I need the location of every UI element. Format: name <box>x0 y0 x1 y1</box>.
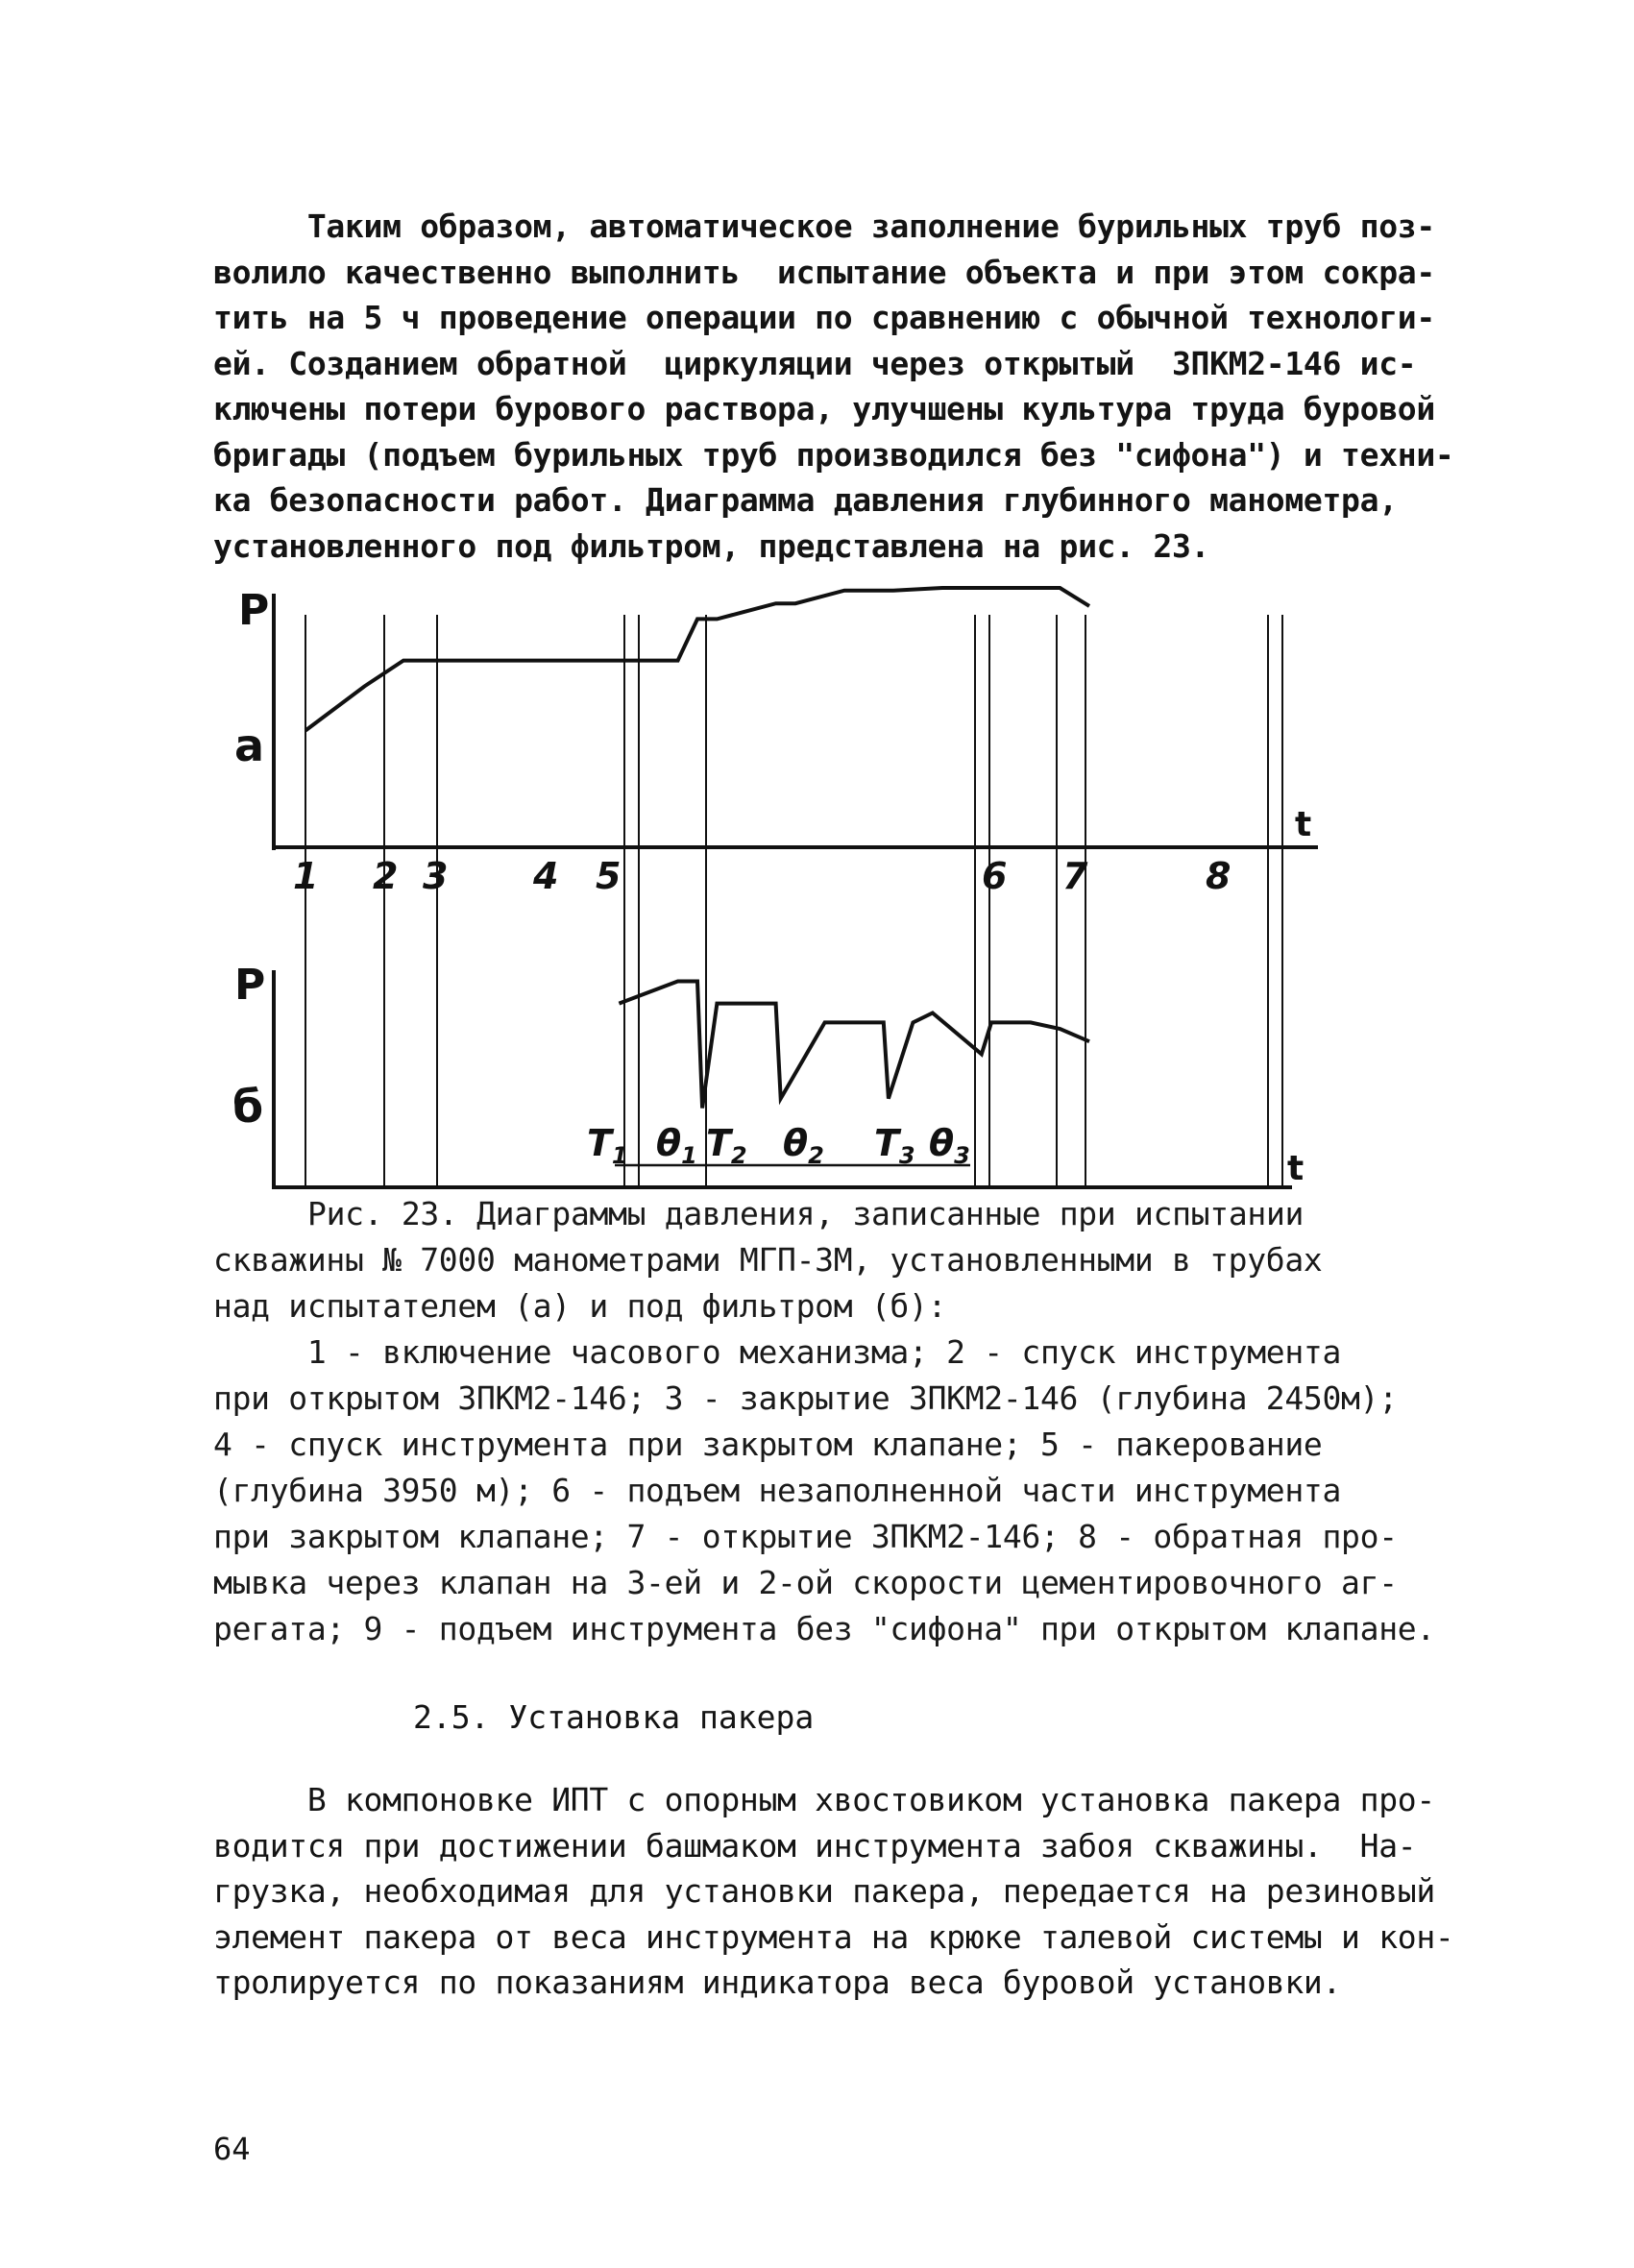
event-lines <box>305 615 1282 1187</box>
caption-line: при закрытом клапане; 7 - открытие ЗПКМ2-146; 8 - обратная про- <box>213 1518 1398 1555</box>
marker-label: 8 <box>1206 855 1232 897</box>
bottom-t-label: t <box>1287 1149 1305 1188</box>
marker-label: 1 <box>293 855 319 897</box>
text-line: Таким образом, автоматическое заполнение бурильных труб поз- <box>213 207 1435 245</box>
marker-label: 3 <box>423 855 449 897</box>
body-paragraph <box>213 1777 1453 2006</box>
text-line: грузка, необходимая для установки пакера, передается на резиновый <box>213 1872 1435 1910</box>
marker-label: 2 <box>373 855 399 897</box>
section-heading: 2.5. Установка пакера <box>413 1698 815 1736</box>
text-line: ка безопасности работ. Диаграмма давления глубинного манометра, <box>213 481 1398 519</box>
caption-line: мывка через клапан на 3-ей и 2-ой скорости цементировочного аг- <box>213 1564 1398 1601</box>
top-a-label: a <box>234 719 265 771</box>
interval-label: $\theta_1$ <box>656 1122 697 1169</box>
interval-label: $\theta_3$ <box>929 1122 970 1169</box>
text-line: волило качественно выполнить испытание объекта и при этом сокра- <box>213 253 1435 291</box>
text-line: тролируется по показаниям индикатора веса буровой установки. <box>213 1963 1342 2001</box>
bottom-p-label: P <box>234 961 266 1010</box>
figure-caption <box>213 1191 1435 1652</box>
interval-label: $\theta_2$ <box>783 1122 824 1169</box>
marker-label: 6 <box>982 855 1008 897</box>
caption-line: (глубина 3950 м); 6 - подъем незаполненной части инструмента <box>213 1472 1342 1509</box>
caption-line: 1 - включение часового механизма; 2 - спуск инструмента <box>213 1333 1342 1371</box>
text-line: элемент пакера от веса инструмента на крюке талевой системы и кон- <box>213 1917 1454 1956</box>
marker-label: 7 <box>1062 855 1088 897</box>
text-line: В компоновке ИПТ с опорным хвостовиком установка пакера про- <box>213 1781 1435 1818</box>
top-t-label: t <box>1295 805 1312 844</box>
caption-line: при открытом ЗПКМ2-146; 3 - закрытие ЗПКМ2-146 (глубина 2450м); <box>213 1379 1398 1417</box>
interval-label: $T_1$ <box>587 1122 628 1169</box>
text-line: водится при достижении башмаком инструмента забоя скважины. На- <box>213 1826 1417 1865</box>
page-number: 64 <box>213 2131 251 2167</box>
marker-label: 4 <box>533 855 559 897</box>
text-line: бригады (подъем бурильных труб производился без "сифона") и техни- <box>213 435 1454 474</box>
interval-label: $T_3$ <box>874 1122 915 1169</box>
pressure-curve-a <box>305 588 1089 731</box>
caption-line: регата; 9 - подъем инструмента без "сифона" при открытом клапане. <box>213 1610 1435 1647</box>
text-line: установленного под фильтром, представлена на рис. 23. <box>213 526 1210 565</box>
text-line: ключены потери бурового раствора, улучшены культура труда буровой <box>213 390 1435 427</box>
marker-label: 5 <box>596 855 622 897</box>
caption-line: 4 - спуск инструмента при закрытом клапане; 5 - пакерование <box>213 1426 1323 1463</box>
caption-line: скважины № 7000 манометрами МГП-3М, установленными в трубах <box>213 1241 1323 1279</box>
caption-line: над испытателем (а) и под фильтром (б): <box>213 1287 947 1325</box>
interval-label: $T_2$ <box>706 1122 747 1169</box>
caption-line: Рис. 23. Диаграммы давления, записанные при испытании <box>307 1195 1305 1232</box>
text-line: тить на 5 ч проведение операции по сравнению с обычной технологи- <box>213 299 1435 336</box>
top-p-label: P <box>238 586 270 635</box>
bottom-b-label: б <box>232 1081 264 1133</box>
pressure-curve-b <box>619 982 1089 1109</box>
text-line: ей. Созданием обратной циркуляции через открытый ЗПКМ2-146 ис- <box>213 344 1417 382</box>
